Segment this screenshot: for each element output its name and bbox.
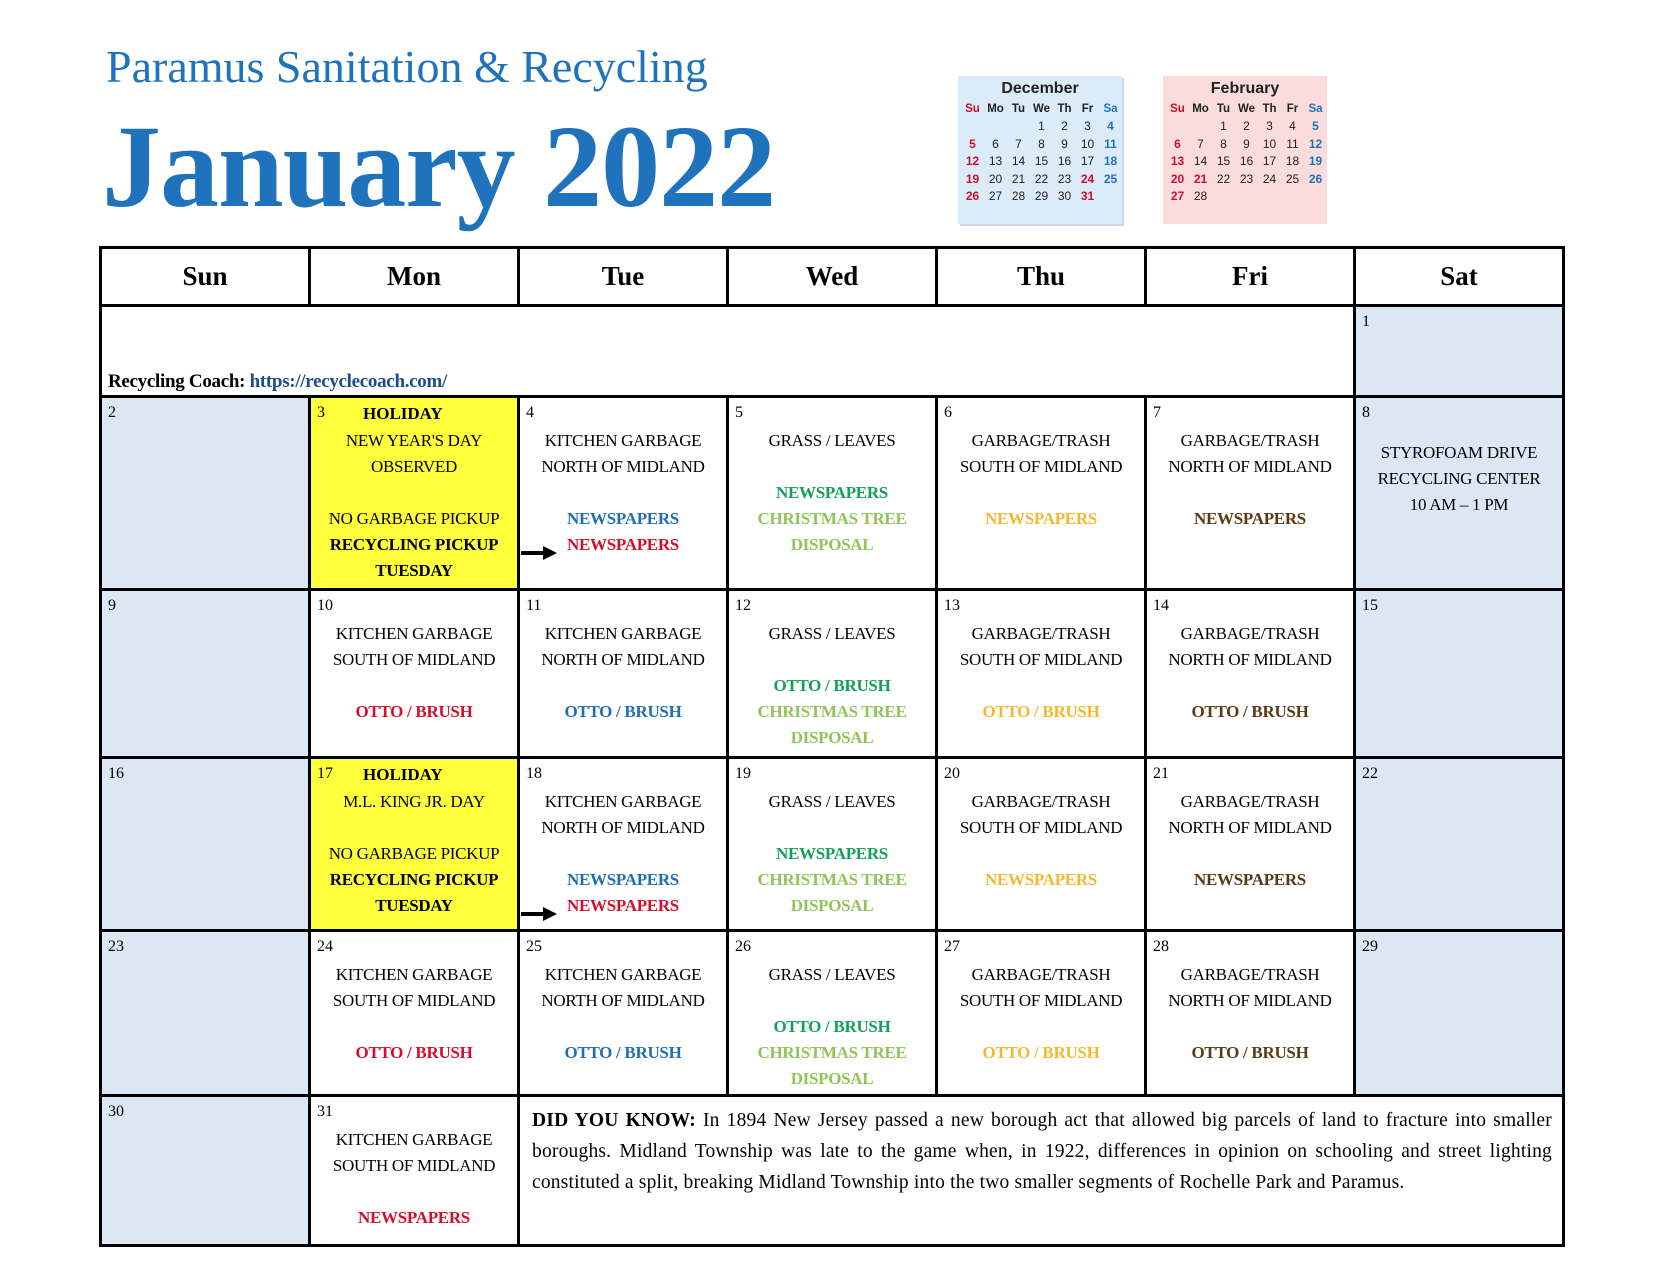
mini-day: 27 (1170, 189, 1185, 204)
recycling-item: CHRISTMAS TREE (757, 870, 907, 889)
pickup-area: NORTH OF MIDLAND (541, 457, 705, 476)
mini-day: 13 (988, 154, 1003, 169)
pickup-type: GARBAGE/TRASH (971, 624, 1111, 643)
arrow-right-icon (521, 546, 557, 560)
day-cell-28 (1146, 931, 1355, 1096)
mini-day: 6 (1174, 136, 1181, 151)
mini-day: 11 (1286, 136, 1299, 151)
pickup-area: NORTH OF MIDLAND (1168, 457, 1332, 476)
day-cell-17-holiday (310, 758, 519, 931)
day-cell-19 (728, 758, 937, 931)
mini-day: 14 (1193, 154, 1208, 169)
weekday-header-wed: Wed (728, 248, 937, 306)
day-number: 21 (1153, 765, 1169, 782)
mini-day (1189, 118, 1212, 136)
recycling-item: NEWSPAPERS (1194, 870, 1306, 889)
day-cell-5 (728, 397, 937, 590)
moved-to-day: TUESDAY (375, 561, 453, 580)
recycling-coach-info (108, 371, 447, 393)
day-number: 27 (944, 938, 960, 955)
day-schedule (729, 759, 935, 919)
day-cell-29 (1355, 931, 1564, 1096)
recycling-pickup-notice: RECYCLING PICKUP (329, 870, 499, 889)
did-you-know-body: In 1894 New Jersey passed a new borough act that allowed big parcels of land to fracture into smaller boroughs. Midland Township was late to the game when, in 1922, differences in opinion on schooling and street lighting constituted a split, breaking Midland Township into the two smaller segments of Rochelle Park and Paramus. (532, 1110, 1552, 1193)
recycling-item: NEWSPAPERS (1194, 509, 1306, 528)
day-number: 9 (108, 597, 116, 614)
mini-day: 22 (1216, 171, 1231, 186)
pickup-type: KITCHEN GARBAGE (544, 431, 702, 450)
recycling-item: DISPOSAL (790, 728, 874, 747)
mini-day: 18 (1285, 154, 1300, 169)
pickup-type: GARBAGE/TRASH (1180, 431, 1320, 450)
weekday-label: Su (1170, 102, 1185, 115)
pickup-type: GARBAGE/TRASH (1180, 624, 1320, 643)
mini-day (1258, 188, 1281, 206)
mini-day: 15 (1216, 154, 1231, 169)
holiday-label: HOLIDAY (363, 404, 443, 423)
day-number: 6 (944, 404, 952, 421)
mini-day: 12 (965, 154, 980, 169)
pickup-type: GRASS / LEAVES (768, 792, 896, 811)
mini-day: 20 (1170, 171, 1185, 186)
mini-day: 4 (1289, 119, 1296, 134)
weekday-header-sun: Sun (101, 248, 310, 306)
mini-day: 10 (1080, 136, 1095, 151)
pickup-type: GRASS / LEAVES (768, 624, 896, 643)
pickup-area: NORTH OF MIDLAND (1168, 818, 1332, 837)
day-cell-10 (310, 590, 519, 758)
pickup-type: KITCHEN GARBAGE (335, 624, 493, 643)
recycling-item: OTTO / BRUSH (982, 1043, 1100, 1062)
mini-day: 25 (1285, 171, 1300, 186)
day-schedule (729, 398, 935, 558)
event-title: STYROFOAM DRIVE (1380, 443, 1538, 462)
day-cell-21 (1146, 758, 1355, 931)
holiday-heading (317, 404, 517, 422)
mini-calendar-month: December (1001, 80, 1079, 97)
pickup-type: GRASS / LEAVES (768, 431, 896, 450)
pickup-area: SOUTH OF MIDLAND (959, 650, 1123, 669)
mini-day: 12 (1308, 136, 1323, 151)
day-schedule (938, 759, 1144, 893)
day-cell-7 (1146, 397, 1355, 590)
recycling-item: OTTO / BRUSH (355, 702, 473, 721)
did-you-know-text (520, 1097, 1562, 1198)
weekday-label: Su (965, 102, 980, 115)
day-cell-27 (937, 931, 1146, 1096)
no-pickup-notice: NO GARBAGE PICKUP (328, 844, 500, 863)
day-cell-12 (728, 590, 937, 758)
weekday-header-sat: Sat (1355, 248, 1564, 306)
day-number: 29 (1362, 938, 1378, 955)
pickup-area: SOUTH OF MIDLAND (332, 650, 496, 669)
day-number: 14 (1153, 597, 1169, 614)
mini-day: 4 (1107, 119, 1114, 134)
recycling-pickup-notice: RECYCLING PICKUP (329, 535, 499, 554)
day-schedule (311, 591, 517, 725)
day-cell-15 (1355, 590, 1564, 758)
mini-day: 6 (992, 136, 999, 151)
day-cell-11 (519, 590, 728, 758)
day-cell-6 (937, 397, 1146, 590)
mini-day: 14 (1011, 154, 1026, 169)
day-number: 15 (1362, 597, 1378, 614)
day-schedule (311, 398, 517, 584)
mini-day: 3 (1266, 119, 1273, 134)
mini-day: 24 (1080, 171, 1095, 186)
day-number: 26 (735, 938, 751, 955)
mini-day: 24 (1262, 171, 1277, 186)
day-schedule (938, 932, 1144, 1066)
mini-day (1166, 118, 1189, 136)
mini-day: 10 (1262, 136, 1277, 151)
event-time: 10 AM – 1 PM (1409, 495, 1509, 514)
day-cell-31 (310, 1096, 519, 1246)
day-number: 24 (317, 938, 333, 955)
weekday-label: Th (1262, 102, 1277, 115)
mini-day: 3 (1084, 119, 1091, 134)
did-you-know-label: DID YOU KNOW: (532, 1110, 696, 1131)
mini-day (1304, 188, 1327, 206)
weekday-label: Tu (1011, 102, 1026, 115)
day-cell-8 (1355, 397, 1564, 590)
day-cell-9 (101, 590, 310, 758)
day-schedule (311, 1097, 517, 1231)
mini-day (1007, 118, 1030, 136)
mini-day: 1 (1220, 119, 1227, 134)
mini-day: 7 (1197, 136, 1204, 151)
mini-day: 31 (1080, 189, 1095, 204)
day-schedule (1147, 398, 1353, 532)
recycling-item: OTTO / BRUSH (773, 1017, 891, 1036)
mini-day: 29 (1034, 189, 1049, 204)
recycling-coach-link[interactable]: https://recyclecoach.com/ (249, 371, 447, 392)
mini-day: 15 (1034, 154, 1049, 169)
recycling-item: NEWSPAPERS (776, 483, 888, 502)
no-pickup-notice: NO GARBAGE PICKUP (328, 509, 500, 528)
event-info (1356, 398, 1562, 518)
mini-day: 20 (988, 171, 1003, 186)
mini-day (1235, 188, 1258, 206)
mini-day: 9 (1243, 136, 1250, 151)
mini-day: 5 (1312, 119, 1319, 134)
weekday-header-tue: Tue (519, 248, 728, 306)
holiday-name: OBSERVED (371, 457, 457, 476)
recycling-item: OTTO / BRUSH (564, 702, 682, 721)
event-location: RECYCLING CENTER (1377, 469, 1541, 488)
day-cell-2 (101, 397, 310, 590)
day-schedule (1147, 591, 1353, 725)
mini-day (1281, 188, 1304, 206)
day-schedule (311, 932, 517, 1066)
day-number: 8 (1362, 404, 1370, 421)
day-cell-25 (519, 931, 728, 1096)
day-cell-26 (728, 931, 937, 1096)
holiday-heading (317, 765, 517, 783)
mini-calendar-grid (961, 100, 1122, 205)
weekday-label: We (1237, 102, 1256, 115)
day-number: 3 (317, 404, 325, 421)
recycling-item: NEWSPAPERS (567, 896, 679, 915)
recycling-item: CHRISTMAS TREE (757, 509, 907, 528)
mini-day: 21 (1011, 171, 1026, 186)
weekday-label: Mo (987, 102, 1004, 115)
pickup-area: NORTH OF MIDLAND (1168, 991, 1332, 1010)
mini-day: 27 (988, 189, 1003, 204)
pickup-area: NORTH OF MIDLAND (541, 650, 705, 669)
mini-day: 25 (1103, 171, 1118, 186)
pickup-type: KITCHEN GARBAGE (544, 624, 702, 643)
day-cell-22 (1355, 758, 1564, 931)
pickup-type: GARBAGE/TRASH (971, 431, 1111, 450)
mini-day: 2 (1061, 119, 1068, 134)
mini-day: 19 (1308, 154, 1323, 169)
day-number: 20 (944, 765, 960, 782)
weekday-header-thu: Thu (937, 248, 1146, 306)
pickup-type: KITCHEN GARBAGE (544, 792, 702, 811)
mini-day (961, 118, 984, 136)
pickup-area: SOUTH OF MIDLAND (959, 991, 1123, 1010)
day-number: 16 (108, 765, 124, 782)
mini-day: 21 (1193, 171, 1208, 186)
recycling-item: NEWSPAPERS (985, 870, 1097, 889)
day-schedule (938, 591, 1144, 725)
recycling-item: NEWSPAPERS (776, 844, 888, 863)
pickup-area: NORTH OF MIDLAND (541, 991, 705, 1010)
day-number: 11 (526, 597, 542, 614)
mini-day: 5 (969, 136, 976, 151)
day-number: 30 (108, 1103, 124, 1120)
day-cell-16 (101, 758, 310, 931)
weekday-label: Tu (1216, 102, 1231, 115)
mini-day (1099, 188, 1122, 206)
recycling-item: NEWSPAPERS (985, 509, 1097, 528)
mini-day: 19 (965, 171, 980, 186)
pickup-type: KITCHEN GARBAGE (544, 965, 702, 984)
day-number: 1 (1362, 313, 1370, 330)
pickup-type: KITCHEN GARBAGE (335, 965, 493, 984)
pickup-type: GARBAGE/TRASH (971, 792, 1111, 811)
pickup-area: SOUTH OF MIDLAND (332, 991, 496, 1010)
weekday-label: Sa (1103, 102, 1118, 115)
arrow-right-icon (521, 907, 557, 921)
day-cell-3-holiday (310, 397, 519, 590)
pickup-type: GRASS / LEAVES (768, 965, 896, 984)
mini-day: 9 (1061, 136, 1068, 151)
holiday-name: NEW YEAR'S DAY (345, 431, 483, 450)
day-schedule (938, 398, 1144, 532)
recycling-item: OTTO / BRUSH (564, 1043, 682, 1062)
mini-calendar-december (958, 76, 1122, 224)
moved-to-day: TUESDAY (375, 896, 453, 915)
mini-day: 26 (1308, 171, 1323, 186)
recycling-item: CHRISTMAS TREE (757, 702, 907, 721)
recycling-item: OTTO / BRUSH (355, 1043, 473, 1062)
month-calendar (99, 246, 1565, 1247)
day-cell-23 (101, 931, 310, 1096)
day-number: 25 (526, 938, 542, 955)
recycling-item: NEWSPAPERS (567, 509, 679, 528)
holiday-label: HOLIDAY (363, 765, 443, 784)
recycling-item: CHRISTMAS TREE (757, 1043, 907, 1062)
weekday-label: We (1032, 102, 1051, 115)
day-schedule (729, 591, 935, 751)
pickup-type: GARBAGE/TRASH (1180, 965, 1320, 984)
weekday-label: Mo (1192, 102, 1209, 115)
mini-day: 30 (1057, 189, 1072, 204)
day-number: 2 (108, 404, 116, 421)
recycling-coach-label: Recycling Coach: (108, 371, 246, 392)
mini-day: 8 (1220, 136, 1227, 151)
day-schedule (1147, 932, 1353, 1066)
mini-day: 1 (1038, 119, 1045, 134)
day-number: 17 (317, 765, 333, 782)
recycling-item: OTTO / BRUSH (982, 702, 1100, 721)
weekday-label: Fr (1081, 102, 1094, 115)
mini-day: 26 (965, 189, 980, 204)
day-schedule (520, 759, 726, 919)
mini-day: 17 (1080, 154, 1095, 169)
recycling-item: DISPOSAL (790, 896, 874, 915)
weekday-label: Th (1057, 102, 1072, 115)
recycling-item: DISPOSAL (790, 1069, 874, 1088)
mini-day (984, 118, 1007, 136)
mini-day: 28 (1011, 189, 1026, 204)
mini-day (1212, 188, 1235, 206)
weekday-header-mon: Mon (310, 248, 519, 306)
organization-name: Paramus Sanitation & Recycling (106, 41, 708, 92)
day-cell-1 (1355, 306, 1564, 397)
day-number: 10 (317, 597, 333, 614)
pickup-type: GARBAGE/TRASH (1180, 792, 1320, 811)
day-schedule (520, 932, 726, 1066)
weekday-label: Sa (1308, 102, 1323, 115)
mini-day: 17 (1262, 154, 1277, 169)
pickup-area: NORTH OF MIDLAND (1168, 650, 1332, 669)
pickup-area: SOUTH OF MIDLAND (332, 1156, 496, 1175)
mini-day: 11 (1104, 136, 1117, 151)
recycling-item: NEWSPAPERS (567, 870, 679, 889)
day-cell-18 (519, 758, 728, 931)
mini-day: 23 (1239, 171, 1254, 186)
mini-day: 13 (1170, 154, 1185, 169)
day-number: 23 (108, 938, 124, 955)
day-number: 13 (944, 597, 960, 614)
recycling-item: DISPOSAL (790, 535, 874, 554)
recycling-item: NEWSPAPERS (567, 535, 679, 554)
mini-calendar-grid (1166, 100, 1327, 205)
day-cell-13 (937, 590, 1146, 758)
recycling-item: OTTO / BRUSH (773, 676, 891, 695)
mini-day: 7 (1015, 136, 1022, 151)
mini-day: 23 (1057, 171, 1072, 186)
day-number: 18 (526, 765, 542, 782)
day-cell-4 (519, 397, 728, 590)
mini-day: 16 (1057, 154, 1072, 169)
mini-calendar-february (1163, 76, 1327, 224)
day-schedule (520, 591, 726, 725)
day-schedule (520, 398, 726, 558)
mini-day: 2 (1243, 119, 1250, 134)
pickup-area: SOUTH OF MIDLAND (959, 818, 1123, 837)
pickup-type: KITCHEN GARBAGE (335, 1130, 493, 1149)
pickup-area: SOUTH OF MIDLAND (959, 457, 1123, 476)
mini-day: 18 (1103, 154, 1118, 169)
recycling-item: OTTO / BRUSH (1191, 1043, 1309, 1062)
day-cell-20 (937, 758, 1146, 931)
day-number: 7 (1153, 404, 1161, 421)
recycling-item: NEWSPAPERS (358, 1208, 470, 1227)
page-title: January 2022 (102, 101, 776, 232)
day-number: 31 (317, 1103, 333, 1120)
mini-day: 16 (1239, 154, 1254, 169)
mini-day: 28 (1193, 189, 1208, 204)
recycling-item: OTTO / BRUSH (1191, 702, 1309, 721)
holiday-name: M.L. KING JR. DAY (343, 792, 485, 811)
mini-calendar-month: February (1210, 80, 1280, 97)
day-number: 28 (1153, 938, 1169, 955)
day-cell-24 (310, 931, 519, 1096)
pickup-type: GARBAGE/TRASH (971, 965, 1111, 984)
day-cell-30 (101, 1096, 310, 1246)
day-schedule (729, 932, 935, 1092)
day-number: 19 (735, 765, 751, 782)
mini-day: 22 (1034, 171, 1049, 186)
day-number: 12 (735, 597, 751, 614)
mini-day: 8 (1038, 136, 1045, 151)
did-you-know-box (519, 1096, 1564, 1246)
recycling-coach-banner (101, 306, 1355, 397)
day-schedule (1147, 759, 1353, 893)
weekday-header-fri: Fri (1146, 248, 1355, 306)
day-number: 5 (735, 404, 743, 421)
day-number: 22 (1362, 765, 1378, 782)
pickup-area: NORTH OF MIDLAND (541, 818, 705, 837)
day-number: 4 (526, 404, 534, 421)
weekday-label: Fr (1286, 102, 1299, 115)
day-cell-14 (1146, 590, 1355, 758)
